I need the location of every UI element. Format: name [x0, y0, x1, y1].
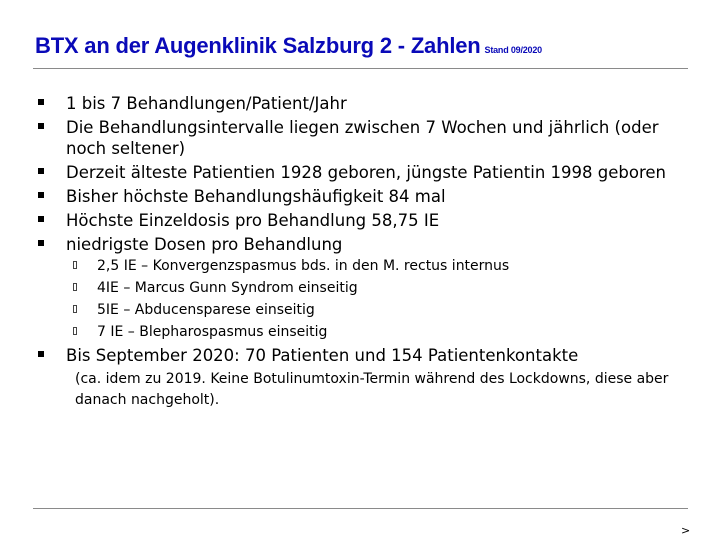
sub-bullet-icon	[73, 283, 77, 291]
square-bullet-icon	[38, 168, 44, 174]
bullet-text: Bisher höchste Behandlungshäufigkeit 84 mal	[66, 187, 446, 206]
square-bullet-icon	[38, 99, 44, 105]
sub-bullet-item	[66, 257, 688, 276]
square-bullet-icon	[38, 240, 44, 246]
bullet-item	[38, 210, 688, 231]
bullet-item	[38, 345, 688, 366]
bullet-list	[38, 93, 688, 366]
sub-bullet-text: 2,5 IE – Konvergenzspasmus bds. in den M. rectus internus	[97, 258, 510, 274]
bullet-text: Die Behandlungsintervalle liegen zwischen 7 Wochen und jährlich (oder noch seltener)	[66, 118, 659, 158]
slide-title-text: BTX an der Augenklinik Salzburg 2 - Zahlen	[35, 33, 481, 58]
bullet-text: Bis September 2020: 70 Patienten und 154 Patientenkontakte	[66, 346, 579, 365]
sub-bullet-icon	[73, 261, 77, 269]
bullet-text: 1 bis 7 Behandlungen/Patient/Jahr	[66, 94, 347, 113]
sub-bullet-icon	[73, 305, 77, 313]
sub-bullet-text: 7 IE – Blepharospasmus einseitig	[97, 324, 328, 340]
bullet-text: niedrigste Dosen pro Behandlung	[66, 235, 343, 254]
square-bullet-icon	[38, 351, 44, 357]
square-bullet-icon	[38, 192, 44, 198]
note-text: (ca. idem zu 2019. Keine Botulinumtoxin-Termin während des Lockdowns, diese aber danach nachgeholt).	[75, 371, 669, 408]
top-divider	[33, 68, 688, 69]
bullet-item	[38, 117, 688, 159]
sub-bullet-list	[66, 257, 688, 342]
sub-bullet-icon	[73, 327, 77, 335]
bullet-text: Derzeit älteste Patientien 1928 geboren, jüngste Patientin 1998 geboren	[66, 163, 667, 182]
square-bullet-icon	[38, 123, 44, 129]
stand-date: Stand 09/2020	[484, 45, 542, 55]
sub-bullet-text: 4IE – Marcus Gunn Syndrom einseitig	[97, 280, 358, 296]
next-slide-link[interactable]: >	[681, 524, 691, 537]
square-bullet-icon	[38, 216, 44, 222]
sub-bullet-text: 5IE – Abducensparese einseitig	[97, 302, 315, 318]
bullet-text: Höchste Einzeldosis pro Behandlung 58,75 IE	[66, 211, 440, 230]
sub-bullet-item	[66, 279, 688, 298]
bullet-item	[38, 234, 688, 342]
bottom-divider	[33, 508, 688, 509]
bullet-item	[38, 93, 688, 114]
sub-bullet-item	[66, 301, 688, 320]
bullet-item	[38, 186, 688, 207]
bullet-item	[38, 162, 688, 183]
slide-content	[38, 93, 688, 411]
sub-bullet-item	[66, 323, 688, 342]
slide-title	[35, 33, 705, 59]
